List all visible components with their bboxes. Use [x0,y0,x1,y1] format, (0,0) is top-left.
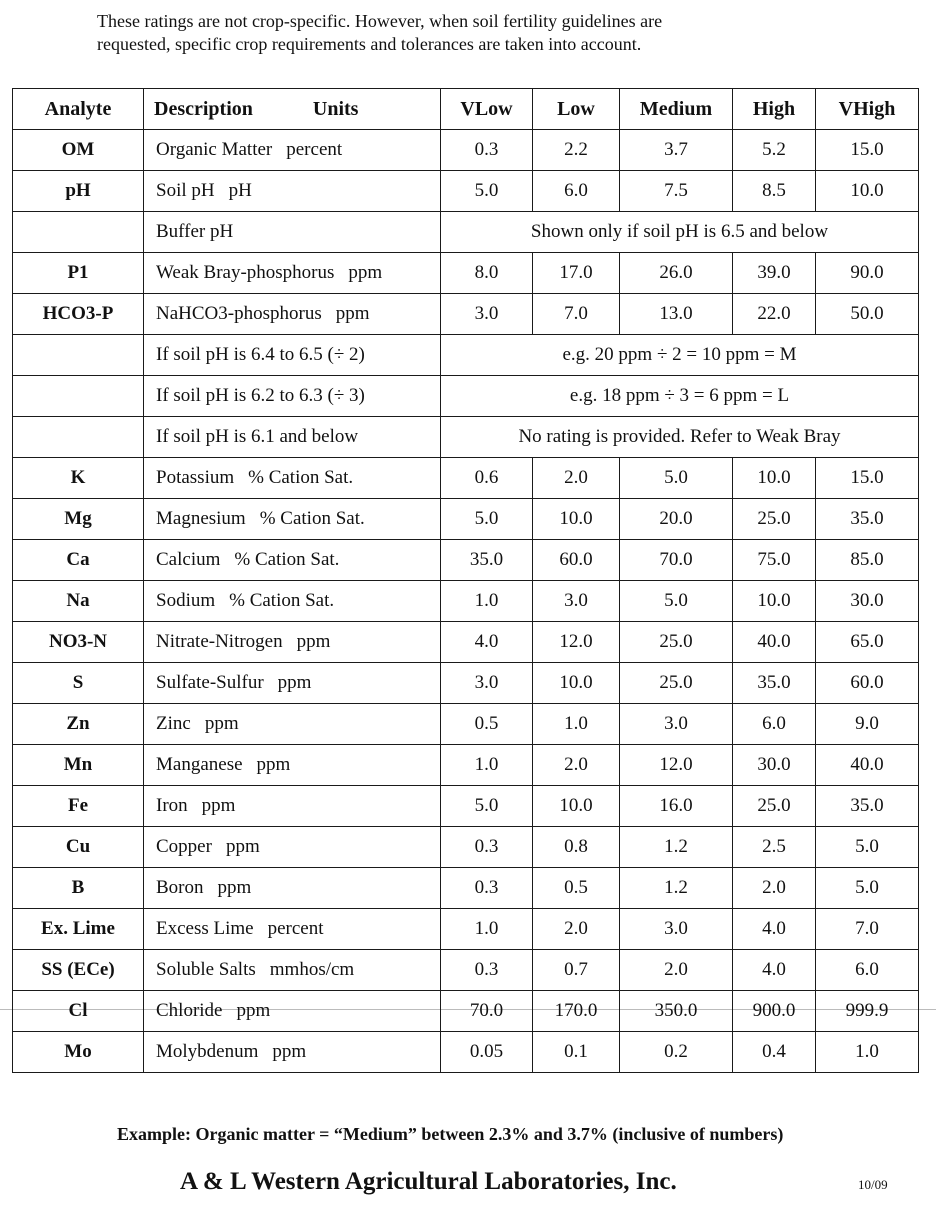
vlow-value-cell: 0.6 [441,458,533,499]
vhigh-value-cell: 35.0 [816,786,919,827]
table-row [13,622,919,663]
description-cell [144,458,441,499]
description-text: Magnesium [156,508,246,529]
description-cell [144,499,441,540]
description-cell [144,376,441,417]
analyte-cell: OM [13,130,144,171]
units-text: percent [267,918,324,939]
units-text: ppm [217,877,252,898]
medium-value-cell: 350.0 [620,991,733,1032]
analyte-cell: pH [13,171,144,212]
units-text: ppm [335,303,370,324]
header-medium: Medium [620,89,733,130]
description-text: Soil pH [156,180,215,201]
vlow-value-cell: 0.3 [441,950,533,991]
low-value-cell: 10.0 [533,786,620,827]
high-value-cell: 2.0 [733,868,816,909]
units-text: % Cation Sat. [248,467,354,488]
header-units: Units [312,97,359,120]
high-value-cell: 4.0 [733,950,816,991]
table-row [13,581,919,622]
units-text: ppm [296,631,331,652]
description-cell [144,294,441,335]
low-value-cell: 7.0 [533,294,620,335]
analyte-cell: Mn [13,745,144,786]
vhigh-value-cell: 1.0 [816,1032,919,1073]
vlow-value-cell: 0.3 [441,868,533,909]
table-row [13,868,919,909]
high-value-cell: 25.0 [733,499,816,540]
description-text: Buffer pH [156,221,234,242]
high-value-cell: 75.0 [733,540,816,581]
description-text: Calcium [156,549,221,570]
units-text: ppm [236,1000,271,1021]
medium-value-cell: 25.0 [620,663,733,704]
units-text: mmhos/cm [269,959,355,980]
units-text: pH [228,180,252,201]
vlow-value-cell: 8.0 [441,253,533,294]
table-row [13,827,919,868]
high-value-cell: 30.0 [733,745,816,786]
analyte-cell: HCO3-P [13,294,144,335]
medium-value-cell: 7.5 [620,171,733,212]
header-high: High [733,89,816,130]
high-value-cell: 5.2 [733,130,816,171]
description-text: If soil pH is 6.1 and below [156,426,359,447]
vlow-value-cell: 0.3 [441,827,533,868]
description-cell [144,827,441,868]
analyte-cell: Ca [13,540,144,581]
analyte-cell: Cl [13,991,144,1032]
analyte-cell [13,417,144,458]
vhigh-value-cell: 5.0 [816,827,919,868]
note-cell: Shown only if soil pH is 6.5 and below [441,212,919,253]
units-text: % Cation Sat. [229,590,335,611]
table-row [13,745,919,786]
description-cell [144,253,441,294]
description-text: Potassium [156,467,235,488]
vlow-value-cell: 1.0 [441,581,533,622]
high-value-cell: 10.0 [733,581,816,622]
analyte-cell: P1 [13,253,144,294]
description-cell [144,868,441,909]
high-value-cell: 39.0 [733,253,816,294]
vlow-value-cell: 3.0 [441,294,533,335]
low-value-cell: 10.0 [533,499,620,540]
vlow-value-cell: 3.0 [441,663,533,704]
example-note: Example: Organic matter = “Medium” between 2.3% and 3.7% (inclusive of numbers) [117,1124,784,1144]
vlow-value-cell: 1.0 [441,909,533,950]
high-value-cell: 8.5 [733,171,816,212]
table-header-row [13,89,919,130]
header-vhigh: VHigh [816,89,919,130]
medium-value-cell: 70.0 [620,540,733,581]
medium-value-cell: 12.0 [620,745,733,786]
description-cell [144,950,441,991]
vhigh-value-cell: 30.0 [816,581,919,622]
description-cell [144,786,441,827]
header-analyte: Analyte [13,89,144,130]
table-row [13,458,919,499]
note-cell: e.g. 20 ppm ÷ 2 = 10 ppm = M [441,335,919,376]
vlow-value-cell: 0.05 [441,1032,533,1073]
low-value-cell: 0.1 [533,1032,620,1073]
units-text: ppm [272,1041,307,1062]
low-value-cell: 2.0 [533,458,620,499]
vlow-value-cell: 70.0 [441,991,533,1032]
vhigh-value-cell: 15.0 [816,130,919,171]
units-text: ppm [204,713,239,734]
vlow-value-cell: 5.0 [441,786,533,827]
high-value-cell: 6.0 [733,704,816,745]
low-value-cell: 0.7 [533,950,620,991]
analyte-cell: B [13,868,144,909]
description-cell [144,663,441,704]
vlow-value-cell: 4.0 [441,622,533,663]
units-text: % Cation Sat. [234,549,340,570]
analyte-cell [13,376,144,417]
header-description [144,89,441,130]
table-row [13,909,919,950]
medium-value-cell: 13.0 [620,294,733,335]
vlow-value-cell: 0.5 [441,704,533,745]
table-row [13,335,919,376]
description-cell [144,1032,441,1073]
vlow-value-cell: 5.0 [441,499,533,540]
note-cell: No rating is provided. Refer to Weak Bray [441,417,919,458]
analyte-cell: NO3-N [13,622,144,663]
table-row [13,294,919,335]
high-value-cell: 0.4 [733,1032,816,1073]
intro-text [97,10,857,56]
low-value-cell: 0.5 [533,868,620,909]
description-text: Boron [156,877,204,898]
header-vlow: VLow [441,89,533,130]
medium-value-cell: 3.0 [620,909,733,950]
analyte-cell: Na [13,581,144,622]
low-value-cell: 2.0 [533,745,620,786]
high-value-cell: 10.0 [733,458,816,499]
low-value-cell: 1.0 [533,704,620,745]
description-text: Excess Lime [156,918,254,939]
table-row [13,950,919,991]
high-value-cell: 2.5 [733,827,816,868]
description-text: If soil pH is 6.2 to 6.3 (÷ 3) [156,385,365,406]
table-row [13,171,919,212]
low-value-cell: 2.2 [533,130,620,171]
description-text: Nitrate-Nitrogen [156,631,283,652]
vhigh-value-cell: 40.0 [816,745,919,786]
table-row [13,417,919,458]
description-text: Copper [156,836,212,857]
vhigh-value-cell: 85.0 [816,540,919,581]
medium-value-cell: 3.7 [620,130,733,171]
description-cell [144,704,441,745]
vhigh-value-cell: 10.0 [816,171,919,212]
low-value-cell: 2.0 [533,909,620,950]
vhigh-value-cell: 15.0 [816,458,919,499]
table-row [13,499,919,540]
table-row [13,663,919,704]
low-value-cell: 0.8 [533,827,620,868]
analyte-cell [13,212,144,253]
medium-value-cell: 3.0 [620,704,733,745]
intro-line-2: requested, specific crop requirements and tolerances are taken into account. [97,34,642,54]
high-value-cell: 22.0 [733,294,816,335]
low-value-cell: 60.0 [533,540,620,581]
units-text: percent [286,139,343,160]
description-text: Iron [156,795,188,816]
table-body [13,130,919,1073]
ratings-table [12,88,919,1073]
table-row [13,991,919,1032]
vhigh-value-cell: 7.0 [816,909,919,950]
table-row [13,253,919,294]
table-row [13,1032,919,1073]
high-value-cell: 35.0 [733,663,816,704]
description-text: Chloride [156,1000,223,1021]
table-row [13,212,919,253]
low-value-cell: 10.0 [533,663,620,704]
medium-value-cell: 26.0 [620,253,733,294]
description-cell [144,991,441,1032]
description-text: Weak Bray-phosphorus [156,262,335,283]
units-text: ppm [277,672,312,693]
intro-line-1: These ratings are not crop-specific. However, when soil fertility guidelines are [97,11,663,31]
description-text: Organic Matter [156,139,273,160]
units-text: % Cation Sat. [259,508,365,529]
table-row [13,786,919,827]
description-cell [144,745,441,786]
analyte-cell: Mg [13,499,144,540]
vhigh-value-cell: 6.0 [816,950,919,991]
high-value-cell: 40.0 [733,622,816,663]
description-text: NaHCO3-phosphorus [156,303,322,324]
description-cell [144,417,441,458]
low-value-cell: 170.0 [533,991,620,1032]
description-cell [144,335,441,376]
company-name: A & L Western Agricultural Laboratories, Inc. [180,1168,677,1195]
vhigh-value-cell: 60.0 [816,663,919,704]
vhigh-value-cell: 90.0 [816,253,919,294]
medium-value-cell: 16.0 [620,786,733,827]
units-text: ppm [348,262,383,283]
medium-value-cell: 1.2 [620,868,733,909]
vhigh-value-cell: 65.0 [816,622,919,663]
analyte-cell [13,335,144,376]
description-cell [144,171,441,212]
units-text: ppm [256,754,291,775]
description-cell [144,130,441,171]
revision-date: 10/09 [858,1177,888,1192]
medium-value-cell: 1.2 [620,827,733,868]
analyte-cell: Cu [13,827,144,868]
description-text: Sulfate-Sulfur [156,672,264,693]
high-value-cell: 4.0 [733,909,816,950]
description-text: If soil pH is 6.4 to 6.5 (÷ 2) [156,344,365,365]
header-description-label: Description [154,97,253,120]
description-text: Molybdenum [156,1041,259,1062]
analyte-cell: Ex. Lime [13,909,144,950]
vhigh-value-cell: 35.0 [816,499,919,540]
vlow-value-cell: 35.0 [441,540,533,581]
analyte-cell: Mo [13,1032,144,1073]
medium-value-cell: 25.0 [620,622,733,663]
vhigh-value-cell: 5.0 [816,868,919,909]
vhigh-value-cell: 9.0 [816,704,919,745]
low-value-cell: 12.0 [533,622,620,663]
medium-value-cell: 2.0 [620,950,733,991]
note-cell: e.g. 18 ppm ÷ 3 = 6 ppm = L [441,376,919,417]
description-cell [144,212,441,253]
medium-value-cell: 0.2 [620,1032,733,1073]
description-text: Zinc [156,713,191,734]
low-value-cell: 6.0 [533,171,620,212]
table-row [13,704,919,745]
units-text: ppm [225,836,260,857]
high-value-cell: 25.0 [733,786,816,827]
description-cell [144,540,441,581]
vlow-value-cell: 0.3 [441,130,533,171]
table-row [13,376,919,417]
vlow-value-cell: 1.0 [441,745,533,786]
table-row [13,130,919,171]
table-row [13,540,919,581]
low-value-cell: 17.0 [533,253,620,294]
vhigh-value-cell: 50.0 [816,294,919,335]
medium-value-cell: 5.0 [620,458,733,499]
description-cell [144,622,441,663]
medium-value-cell: 5.0 [620,581,733,622]
description-text: Soluble Salts [156,959,256,980]
vlow-value-cell: 5.0 [441,171,533,212]
vhigh-value-cell: 999.9 [816,991,919,1032]
description-text: Sodium [156,590,216,611]
analyte-cell: K [13,458,144,499]
header-low: Low [533,89,620,130]
high-value-cell: 900.0 [733,991,816,1032]
analyte-cell: SS (ECe) [13,950,144,991]
description-cell [144,581,441,622]
low-value-cell: 3.0 [533,581,620,622]
analyte-cell: S [13,663,144,704]
description-text: Manganese [156,754,243,775]
analyte-cell: Zn [13,704,144,745]
medium-value-cell: 20.0 [620,499,733,540]
description-cell [144,909,441,950]
analyte-cell: Fe [13,786,144,827]
units-text: ppm [201,795,236,816]
